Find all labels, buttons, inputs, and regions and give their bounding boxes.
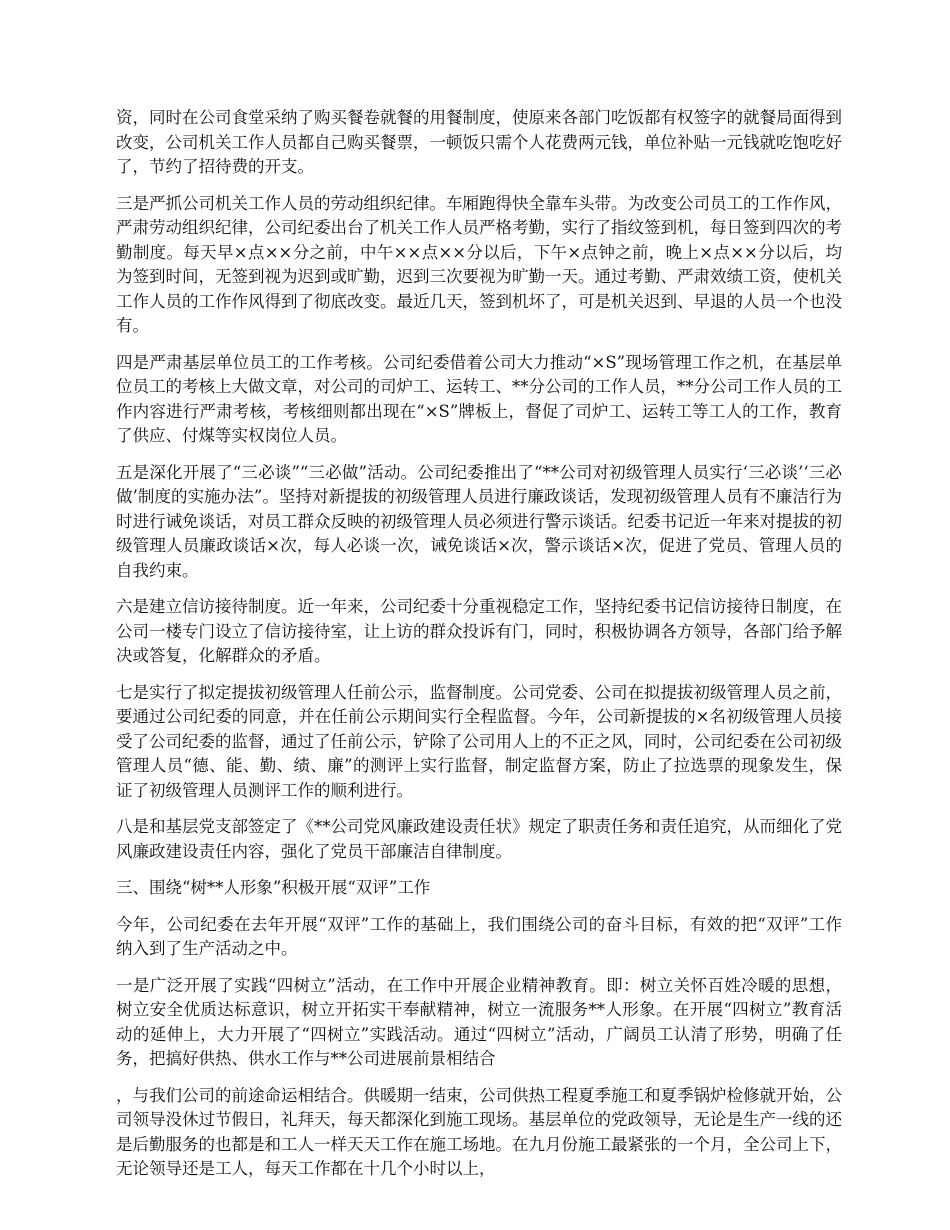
- paragraph-dual-evaluation-intro: 今年，公司纪委在去年开展“双评”工作的基础上，我们围绕公司的奋斗目标，有效的把“双评”工作纳入到了生产活动之中。: [116, 914, 842, 958]
- paragraph-three-musts: 五是深化开展了“三必谈”“三必做”活动。公司纪委推出了“**公司对初级管理人员实行‘三必谈’‘三必做’制度的实施办法”。坚持对新提拔的初级管理人员进行廉政谈话，发现初级管理人员有不廉洁行为时进行诫免谈话，对员工群众反映的初级管理人员必须进行警示谈话。纪委书记近一年来对提拔的初级管理人员廉政谈话×次，每人必谈一次，诫免谈话×次，警示谈话×次，促进了党员、管理人员的自我约束。: [116, 462, 842, 580]
- paragraph-meal-system: 资，同时在公司食堂采纳了购买餐卷就餐的用餐制度，使原来各部门吃饭都有权签字的就餐局面得到改变，公司机关工作人员都自己购买餐票，一顿饭只需个人花费两元钱，单位补贴一元钱就吃饱吃好了，节约了招待费的开支。: [116, 108, 842, 176]
- document-page: [116, 106, 842, 1194]
- section-heading-dual-evaluation: 三、围绕“树**人形象”积极开展“双评”工作: [116, 878, 431, 897]
- paragraph-staff-assessment: 四是严肃基层单位员工的工作考核。公司纪委借着公司大力推动“×S”现场管理工作之机，在基层单位员工的考核上大做文章，对公司的司炉工、运转工、**分公司的工作人员，**分公司工作人员的工作内容进行严肃考核，考核细则都出现在“×S”牌板上，督促了司炉工、运转工等工人的工作，教育了供应、付煤等实权岗位人员。: [116, 352, 842, 445]
- paragraph-summer-construction: ，与我们公司的前途命运相结合。供暖期一结束，公司供热工程夏季施工和夏季锅炉检修就开始，公司领导没休过节假日，礼拜天，每天都深化到施工现场。基层单位的党政领导，无论是生产一线的还是后勤服务的也都是和工人一样天天工作在施工场地。在九月份施工最紧张的一个月，全公司上下，无论领导还是工人，每天工作都在十几个小时以上，: [116, 1085, 842, 1178]
- paragraph-labor-discipline: 三是严抓公司机关工作人员的劳动组织纪律。车厢跑得快全靠车头带。为改变公司员工的工作作风，严肃劳动组织纪律，公司纪委出台了机关工作人员严格考勤，实行了指纹签到机，每日签到四次的考勤制度。每天早×点××分之前，中午××点××分以后，下午×点钟之前，晚上×点××分以后，均为签到时间，无签到视为迟到或旷勤，迟到三次要视为旷勤一天。通过考勤、严肃效绩工资，使机关工作人员的工作作风得到了彻底改变。最近几天，签到机坏了，可是机关迟到、早退的人员一个也没有。: [116, 193, 842, 335]
- paragraph-responsibility-pledge: 八是和基层党支部签定了《**公司党风廉政建设责任状》规定了职责任务和责任追究，从而细化了党风廉政建设责任内容，强化了党员干部廉洁自律制度。: [116, 817, 842, 861]
- paragraph-four-establishments: 一是广泛开展了实践“四树立”活动，在工作中开展企业精神教育。即：树立关怀百姓冷暖的思想，树立安全优质达标意识，树立开拓实干奉献精神，树立一流服务**人形象。在开展“四树立”教育活动的延伸上，大力开展了“四树立”实践活动。通过“四树立”活动，广阔员工认清了形势，明确了任务，把搞好供热、供水工作与**公司进展前景相结合: [116, 975, 842, 1068]
- paragraph-pre-appointment-notice: 七是实行了拟定提拔初级管理人任前公示，监督制度。公司党委、公司在拟提拔初级管理人员之前，要通过公司纪委的同意，并在任前公示期间实行全程监督。今年，公司新提拔的×名初级管理人员接受了公司纪委的监督，通过了任前公示，铲除了公司用人上的不正之风，同时，公司纪委在公司初级管理人员“德、能、勤、绩、廉”的测评上实行监督，制定监督方案，防止了拉选票的现象发生，保证了初级管理人员测评工作的顺利进行。: [116, 682, 842, 800]
- paragraph-petition-reception: 六是建立信访接待制度。近一年来，公司纪委十分重视稳定工作，坚持纪委书记信访接待日制度，在公司一楼专门设立了信访接待室，让上访的群众投诉有门，同时，积极协调各方领导，各部门给予解决或答复，化解群众的矛盾。: [116, 597, 842, 665]
